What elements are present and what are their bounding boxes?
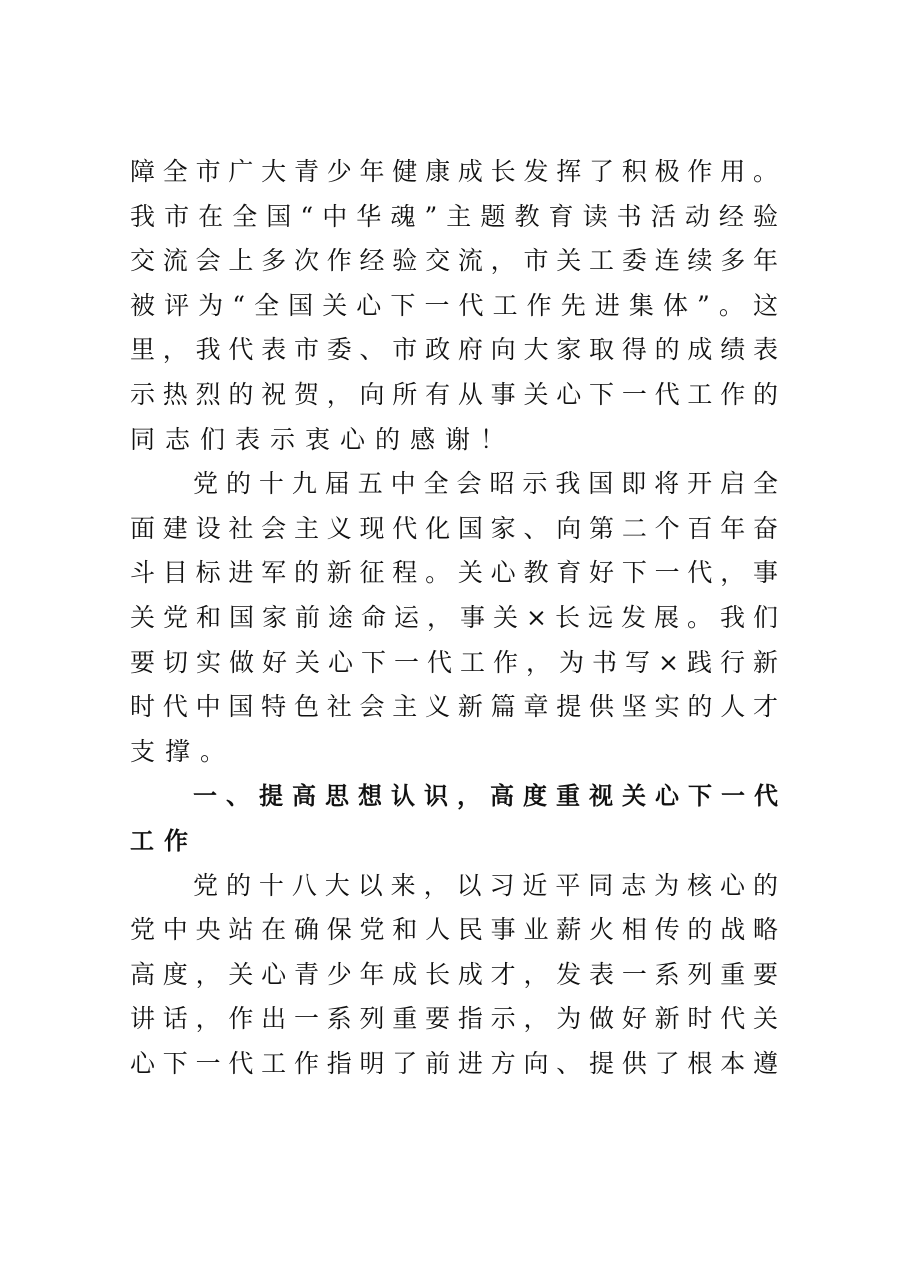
section-heading-continued: 工作 xyxy=(130,826,198,855)
text-line: 要切实做好关心下一代工作，为书写×践行新 xyxy=(130,647,778,677)
text-line: 关党和国家前途命运，事关×长远发展。我们 xyxy=(130,602,778,632)
text-line: 障全市广大青少年健康成长发挥了积极作用。 xyxy=(130,157,778,186)
text-line: 里，我代表市委、市政府向大家取得的成绩表 xyxy=(130,335,778,365)
text-line: 讲话，作出一系列重要指示，为做好新时代关 xyxy=(130,1004,778,1034)
document-body xyxy=(130,150,778,1086)
text-line: 时代中国特色社会主义新篇章提供坚实的人才 xyxy=(130,692,778,722)
paragraph-first-line: 党的十九届五中全会昭示我国即将开启全 xyxy=(193,469,778,499)
text-line: 高度，关心青少年成长成才，发表一系列重要 xyxy=(130,959,778,989)
text-line: 被评为“全国关心下一代工作先进集体”。这 xyxy=(130,290,778,320)
text-line: 交流会上多次作经验交流，市关工委连续多年 xyxy=(130,246,778,276)
text-line: 示热烈的祝贺，向所有从事关心下一代工作的 xyxy=(130,379,778,409)
text-line: 心下一代工作指明了前进方向、提供了根本遵 xyxy=(130,1048,778,1078)
text-line: 我市在全国“中华魂”主题教育读书活动经验 xyxy=(130,201,778,231)
text-line: 支撑。 xyxy=(130,736,236,766)
text-line: 同志们表示衷心的感谢！ xyxy=(130,424,516,454)
paragraph-first-line: 党的十八大以来，以习近平同志为核心的 xyxy=(193,870,778,900)
text-line: 党中央站在确保党和人民事业薪火相传的战略 xyxy=(130,915,778,945)
text-line: 斗目标进军的新征程。关心教育好下一代，事 xyxy=(130,558,778,588)
section-heading: 一、提高思想认识，高度重视关心下一代 xyxy=(193,782,778,811)
text-line: 面建设社会主义现代化国家、向第二个百年奋 xyxy=(130,513,778,543)
